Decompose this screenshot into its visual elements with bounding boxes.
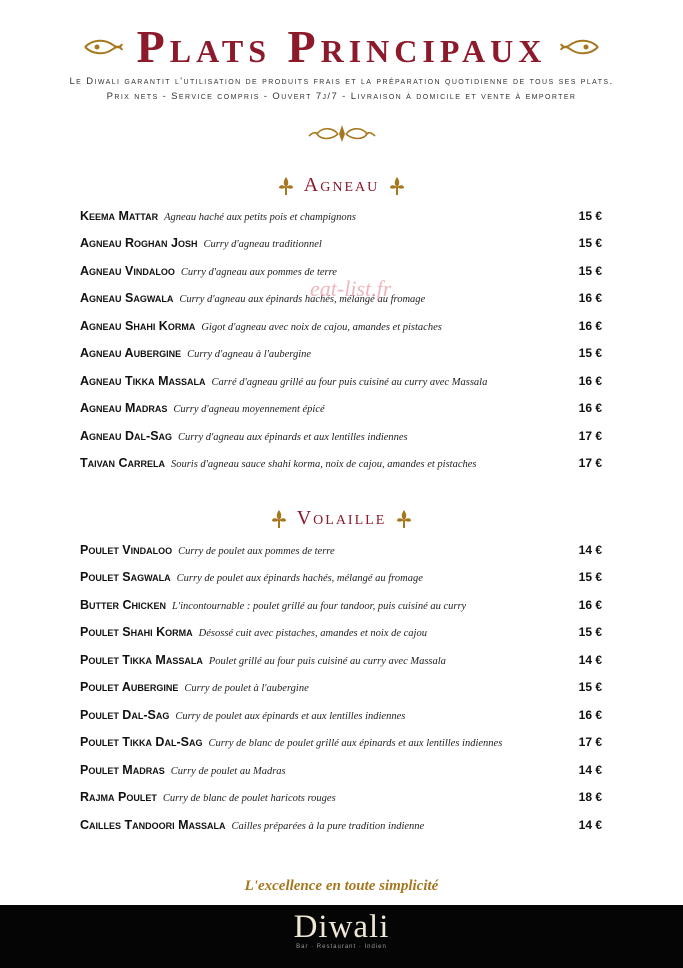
dish-name: Agneau Madras <box>80 401 168 416</box>
menu-item <box>80 646 602 674</box>
dish-price: 14 € <box>578 542 602 557</box>
dish-price: 16 € <box>578 373 602 388</box>
dish-name: Poulet Dal-Sag <box>80 707 170 722</box>
menu-list-agneau <box>80 202 602 477</box>
dish-name: Poulet Tikka Massala <box>80 652 203 667</box>
menu-list-volaille <box>80 536 602 839</box>
page-header <box>0 22 683 144</box>
dish-description: Désossé cuit avec pistaches, amandes et noix de cajou <box>198 628 427 640</box>
dish-price: 15 € <box>578 570 602 585</box>
menu-item <box>80 422 602 450</box>
dish-name: Poulet Sagwala <box>80 570 171 585</box>
title-row <box>0 22 683 72</box>
watermark: eat-list.fr <box>310 276 392 301</box>
dish-description: Cailles préparées à la pure tradition indienne <box>231 820 425 832</box>
menu-item <box>80 312 602 340</box>
menu-item <box>80 230 602 258</box>
dish-name: Agneau Shahi Korma <box>80 318 196 333</box>
dish-price: 15 € <box>578 680 602 695</box>
dish-name: Rajma Poulet <box>80 790 157 805</box>
dish-price: 18 € <box>578 790 602 805</box>
dish-description: Curry de poulet aux épinards et aux lentilles indiennes <box>175 710 406 722</box>
dish-description: Curry d'agneau aux pommes de terre <box>180 266 337 278</box>
dish-description: Souris d'agneau sauce shahi korma, noix de cajou, amandes et pistaches <box>170 459 477 471</box>
dish-name: Poulet Madras <box>80 762 165 777</box>
dish-name: Poulet Shahi Korma <box>80 625 193 640</box>
dish-description: Carré d'agneau grillé au four puis cuisiné au curry avec Massala <box>211 376 488 388</box>
dish-price: 14 € <box>578 817 602 832</box>
dish-price: 17 € <box>578 456 602 471</box>
dish-name: Butter Chicken <box>80 597 167 612</box>
menu-item <box>80 674 602 702</box>
dish-name: Poulet Vindaloo <box>80 542 173 557</box>
dish-price: 16 € <box>578 401 602 416</box>
menu-item <box>80 340 602 368</box>
dish-price: 17 € <box>578 735 602 750</box>
ornament-divider-icon <box>307 122 377 144</box>
flourish-left-icon <box>83 37 123 57</box>
dish-price: 15 € <box>578 625 602 640</box>
dish-description: Curry de poulet au Madras <box>170 765 286 777</box>
section-title-text: Volaille <box>296 507 387 529</box>
section-title-volaille <box>0 507 683 530</box>
dish-name: Agneau Dal-Sag <box>80 428 173 443</box>
dish-price: 14 € <box>578 762 602 777</box>
dish-name: Poulet Tikka Dal-Sag <box>80 735 203 750</box>
dish-price: 17 € <box>578 428 602 443</box>
dish-price: 16 € <box>578 291 602 306</box>
dish-name: Keema Mattar <box>80 208 159 223</box>
dish-description: Curry de blanc de poulet haricots rouges <box>162 793 336 805</box>
dish-description: L'incontournable : poulet grillé au four tandoor, puis cuisiné au curry <box>172 600 467 612</box>
menu-item <box>80 729 602 757</box>
dish-description: Curry de poulet à l'aubergine <box>184 683 309 695</box>
dish-name: Cailles Tandoori Massala <box>80 817 226 832</box>
dish-description: Curry de poulet aux pommes de terre <box>178 545 335 557</box>
section-title-text: Agneau <box>303 174 380 196</box>
menu-item <box>80 784 602 812</box>
dish-price: 14 € <box>578 652 602 667</box>
dish-description: Poulet grillé au four puis cuisiné au curry avec Massala <box>208 655 446 667</box>
dish-name: Taivan Carrela <box>80 456 165 471</box>
dish-price: 15 € <box>578 263 602 278</box>
dish-name: Agneau Sagwala <box>80 291 174 306</box>
dish-description: Gigot d'agneau avec noix de cajou, amandes et pistaches <box>201 321 442 333</box>
dish-description: Curry d'agneau aux épinards et aux lentilles indiennes <box>178 431 408 443</box>
logo <box>294 909 390 946</box>
menu-item <box>80 756 602 784</box>
dish-name: Agneau Vindaloo <box>80 263 175 278</box>
slogan: L'excellence en toute simplicité <box>244 878 439 894</box>
dish-name: Agneau Roghan Josh <box>80 236 198 251</box>
fleur-icon <box>278 176 294 196</box>
logo-text: Diwali <box>293 909 390 945</box>
dish-price: 15 € <box>578 236 602 251</box>
menu-item <box>80 811 602 839</box>
menu-item <box>80 536 602 564</box>
logo-tagline: Bar · Restaurant · Indien <box>296 944 387 950</box>
dish-price: 16 € <box>578 707 602 722</box>
menu-item <box>80 367 602 395</box>
page-title: Plats Principaux <box>136 21 547 72</box>
dish-name: Poulet Aubergine <box>80 680 179 695</box>
fleur-icon <box>389 176 405 196</box>
flourish-right-icon <box>560 37 600 57</box>
menu-item <box>80 591 602 619</box>
dish-description: Curry de blanc de poulet grillé aux épinards et aux lentilles indiennes <box>208 738 503 750</box>
menu-item <box>80 564 602 592</box>
dish-price: 15 € <box>578 346 602 361</box>
menu-item <box>80 450 602 478</box>
fleur-icon <box>396 509 412 529</box>
fleur-icon <box>271 509 287 529</box>
subtitle-line-1: Le Diwali garantit l'utilisation de produits frais et la préparation quotidienne de tous ses plats. <box>69 76 614 87</box>
dish-name: Agneau Aubergine <box>80 346 182 361</box>
section-title-agneau <box>0 174 683 197</box>
dish-description: Curry d'agneau moyennement épicé <box>173 404 325 416</box>
dish-description: Curry d'agneau à l'aubergine <box>187 349 312 361</box>
footer-bar <box>0 905 683 968</box>
dish-price: 16 € <box>578 318 602 333</box>
menu-item <box>80 395 602 423</box>
subtitle-line-2: Prix nets - Service compris - Ouvert 7j/7 - Livraison à domicile et vente à emporter <box>106 91 577 102</box>
menu-item <box>80 701 602 729</box>
dish-description: Curry de poulet aux épinards hachés, mélangé au fromage <box>176 573 423 585</box>
dish-description: Curry d'agneau aux épinards hachés, mélangé au fromage <box>179 294 426 306</box>
menu-item <box>80 619 602 647</box>
dish-description: Agneau haché aux petits pois et champignons <box>164 211 356 223</box>
menu-item <box>80 202 602 230</box>
dish-name: Agneau Tikka Massala <box>80 373 206 388</box>
dish-price: 15 € <box>578 208 602 223</box>
dish-description: Curry d'agneau traditionnel <box>203 239 322 251</box>
dish-price: 16 € <box>578 597 602 612</box>
